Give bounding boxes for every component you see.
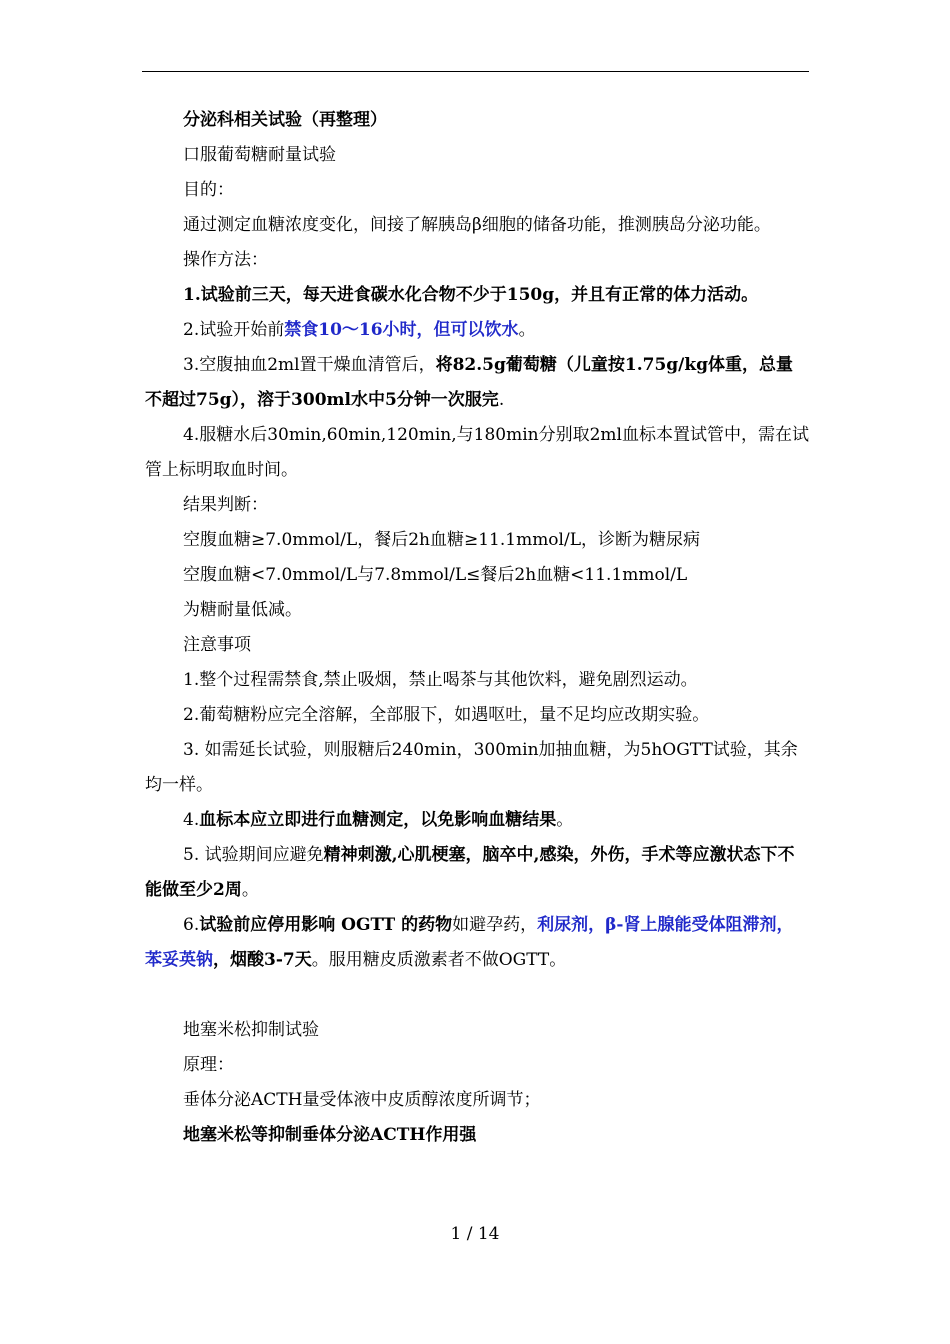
dex-title: 地塞米松抑制试验 bbox=[183, 1020, 319, 1040]
purpose-label: 目的： bbox=[183, 180, 234, 200]
note-3: 3. 如需延长试验，则服糖后240min，300min加抽血糖，为5hOGTT试验，其余均一样。 bbox=[145, 740, 798, 795]
page-number: 1 / 14 bbox=[450, 1224, 500, 1244]
note-1: 1.整个过程需禁食,禁止吸烟，禁止喝茶与其他饮料，避免剧烈运动。 bbox=[183, 670, 698, 690]
method-label: 操作方法： bbox=[183, 250, 268, 270]
note-5: 5. 试验期间应避免精神刺激,心肌梗塞，脑卒中,感染，外伤，手术等应激状态下不能做至少2周。 bbox=[145, 845, 795, 900]
principle-line-2: 地塞米松等抑制垂体分泌ACTH作用强 bbox=[183, 1125, 477, 1145]
note-4: 4.血标本应立即进行血糖测定，以免影响血糖结果。 bbox=[183, 810, 574, 830]
ogtt-title: 口服葡萄糖耐量试验 bbox=[183, 145, 336, 165]
purpose-text: 通过测定血糖浓度变化，间接了解胰岛β细胞的储备功能，推测胰岛分泌功能。 bbox=[183, 215, 771, 235]
step-3: 3.空腹抽血2ml置干燥血清管后，将82.5g葡萄糖（儿童按1.75g/kg体重，总量不超过75g），溶于300ml水中5分钟一次服完. bbox=[145, 355, 794, 410]
principle-line-1: 垂体分泌ACTH量受体液中皮质醇浓度所调节； bbox=[183, 1090, 541, 1110]
header-rule bbox=[142, 71, 809, 72]
note-2: 2.葡萄糖粉应完全溶解，全部服下，如遇呕吐，量不足均应改期实验。 bbox=[183, 705, 710, 725]
principle-label: 原理： bbox=[183, 1055, 234, 1075]
page-content bbox=[145, 103, 809, 1153]
result-label: 结果判断： bbox=[183, 495, 268, 515]
step-4: 4.服糖水后30min,60min,120min,与180min分别取2ml血标本置试管中，需在试管上标明取血时间。 bbox=[145, 425, 809, 480]
doc-title: 分泌科相关试验（再整理） bbox=[183, 110, 387, 130]
result-3: 为糖耐量低减。 bbox=[183, 600, 302, 620]
step-2: 2.试验开始前禁食10～16小时，但可以饮水。 bbox=[183, 320, 536, 340]
step-1: 1.试验前三天，每天进食碳水化合物不少于150g，并且有正常的体力活动。 bbox=[183, 285, 759, 305]
note-6: 6.试验前应停用影响 OGTT 的药物如避孕药，利尿剂，β-肾上腺能受体阻滞剂，苯妥英钠，烟酸3-7天。服用糖皮质激素者不做OGTT。 bbox=[145, 915, 794, 970]
section-gap bbox=[145, 978, 809, 1013]
result-2: 空腹血糖<7.0mmol/L与7.8mmol/L≤餐后2h血糖<11.1mmol/L bbox=[183, 565, 688, 585]
notes-label: 注意事项 bbox=[183, 635, 251, 655]
result-1: 空腹血糖≥7.0mmol/L，餐后2h血糖≥11.1mmol/L，诊断为糖尿病 bbox=[183, 530, 700, 550]
